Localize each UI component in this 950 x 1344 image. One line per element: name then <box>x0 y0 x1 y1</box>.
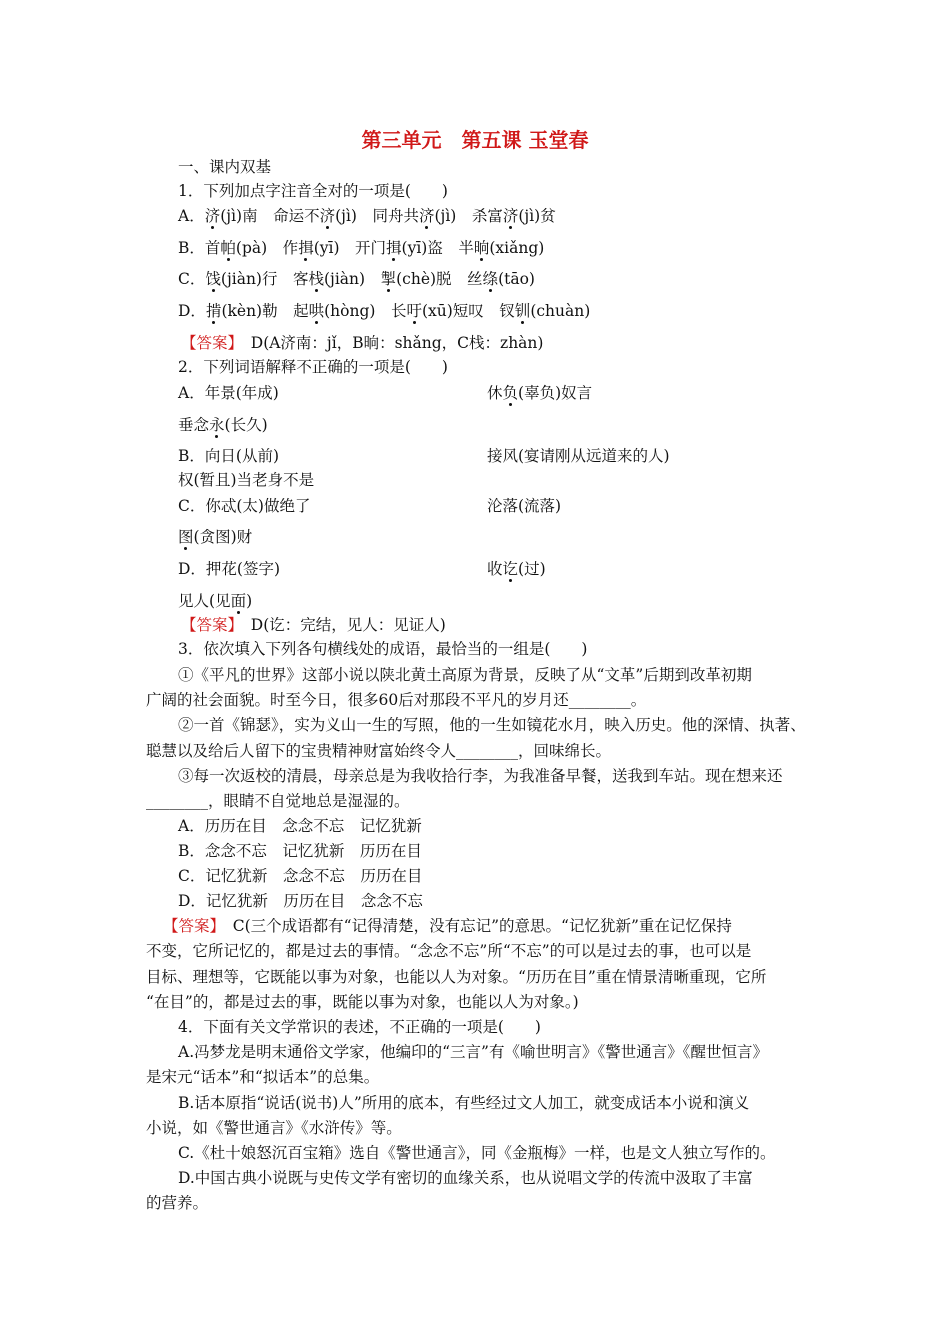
q1-option-d: D．掯(kèn)勒 起哄(hòng) 长吁(xū)短叹 钗钏(chuàn) <box>178 302 591 320</box>
q3-option-b: B．念念不忘 记忆犹新 历历在目 <box>178 842 422 860</box>
q3-sentence-3: ③每一次返校的清晨，母亲总是为我收拾行李，为我准备早餐，送我到车站。现在想来还 <box>178 767 783 785</box>
q2-option-a-1: A．年景(年成) <box>178 384 279 402</box>
q2-option-d-2: 收讫(过) <box>487 560 546 578</box>
answer-label: 【答案】 <box>181 334 236 352</box>
q4-option-d-cont: 的营养。 <box>146 1194 209 1212</box>
page-title: 第三单元 第五课 玉堂春 <box>361 128 589 152</box>
q3-sentence-2-cont: 聪慧以及给后人留下的宝贵精神财富始终令人________，回味绵长。 <box>146 742 612 760</box>
q1-answer: 【答案】 D(A济南：jǐ，B晌：shǎng，C栈：zhàn) <box>181 334 544 352</box>
q4-stem: 4．下面有关文学常识的表述，不正确的一项是( ) <box>178 1018 541 1036</box>
q3-answer-cont-1: 不变，它所记忆的，都是过去的事情。“念念不忘”所“不忘”的可以是过去的事，也可以是 <box>146 942 752 960</box>
q1-option-c: C．饯(jiàn)行 客栈(jiàn) 掣(chè)脱 丝绦(tāo) <box>178 270 535 288</box>
q3-answer: 【答案】 C(三个成语都有“记得清楚，没有忘记”的意思。“记忆犹新”重在记忆保持 <box>163 917 732 935</box>
q3-answer-cont-2: 目标、理想等，它既能以事为对象，也能以人为对象。“历历在目”重在情景清晰重现，它所 <box>146 968 767 986</box>
q2-option-d-3: 见人(见面) <box>178 592 253 610</box>
q2-option-c-1: C．你忒(太)做绝了 <box>178 497 311 515</box>
q2-option-b-2: 接风(宴请刚从远道来的人) <box>487 447 670 465</box>
q4-option-d: D.中国古典小说既与史传文学有密切的血缘关系，也从说唱文学的传流中汲取了丰富 <box>178 1169 753 1187</box>
q2-option-d-1: D．押花(签字) <box>178 560 281 578</box>
q3-answer-cont-3: “在目”的，都是过去的事，既能以事为对象，也能以人为对象。) <box>146 993 579 1011</box>
q4-option-a-cont: 是宋元“话本”和“拟话本”的总集。 <box>146 1068 380 1086</box>
q2-stem: 2．下列词语解释不正确的一项是( ) <box>178 358 448 376</box>
q3-stem: 3．依次填入下列各句横线处的成语，最恰当的一组是( ) <box>178 640 588 658</box>
q3-option-a: A．历历在目 念念不忘 记忆犹新 <box>178 817 422 835</box>
q3-sentence-1: ①《平凡的世界》这部小说以陕北黄土高原为背景，反映了从“文革”后期到改革初期 <box>178 666 752 684</box>
q3-sentence-1-cont: 广阔的社会面貌。时至今日，很多60后对那段不平凡的岁月还________。 <box>146 691 647 709</box>
q4-option-a: A.冯梦龙是明末通俗文学家，他编印的“三言”有《喻世明言》《警世通言》《醒世恒言》 <box>178 1043 768 1061</box>
q4-option-c: C.《杜十娘怒沉百宝箱》选自《警世通言》，同《金瓶梅》一样，也是文人独立写作的。 <box>178 1144 776 1162</box>
q3-option-d: D．记忆犹新 历历在目 念念不忘 <box>178 892 423 910</box>
answer-label: 【答案】 <box>163 917 218 935</box>
q1-option-a: A．济(jì)南 命运不济(jì) 同舟共济(jì) 杀富济(jì)贫 <box>178 207 556 225</box>
q4-option-b: B.话本原指“说话(说书)人”所用的底本，有些经过文人加工，就变成话本小说和演义 <box>178 1094 750 1112</box>
q2-option-c-3: 图(贪图)财 <box>178 528 253 546</box>
q2-answer: 【答案】 D(讫：完结，见人：见证人) <box>181 616 446 634</box>
q1-option-b: B．首帕(pà) 作揖(yī) 开门揖(yī)盗 半晌(xiǎng) <box>178 239 545 257</box>
q1-stem: 1．下列加点字注音全对的一项是( ) <box>178 182 448 200</box>
q2-option-a-3: 垂念永(长久) <box>178 416 268 434</box>
answer-label: 【答案】 <box>181 616 236 634</box>
section-heading: 一、课内双基 <box>178 158 272 176</box>
q3-sentence-3-cont: ________，眼睛不自觉地总是湿湿的。 <box>146 792 410 810</box>
q4-option-b-cont: 小说，如《警世通言》《水浒传》等。 <box>146 1119 402 1137</box>
q2-option-c-2: 沦落(流落) <box>487 497 562 515</box>
q2-option-b-1: B．向日(从前) <box>178 447 279 465</box>
q2-option-b-3: 权(暂且)当老身不是 <box>178 471 315 489</box>
q3-option-c: C．记忆犹新 念念不忘 历历在目 <box>178 867 423 885</box>
q3-sentence-2: ②一首《锦瑟》，实为义山一生的写照，他的一生如镜花水月，映入历史。他的深情、执著、 <box>178 716 806 734</box>
q2-option-a-2: 休负(辜负)奴言 <box>487 384 593 402</box>
